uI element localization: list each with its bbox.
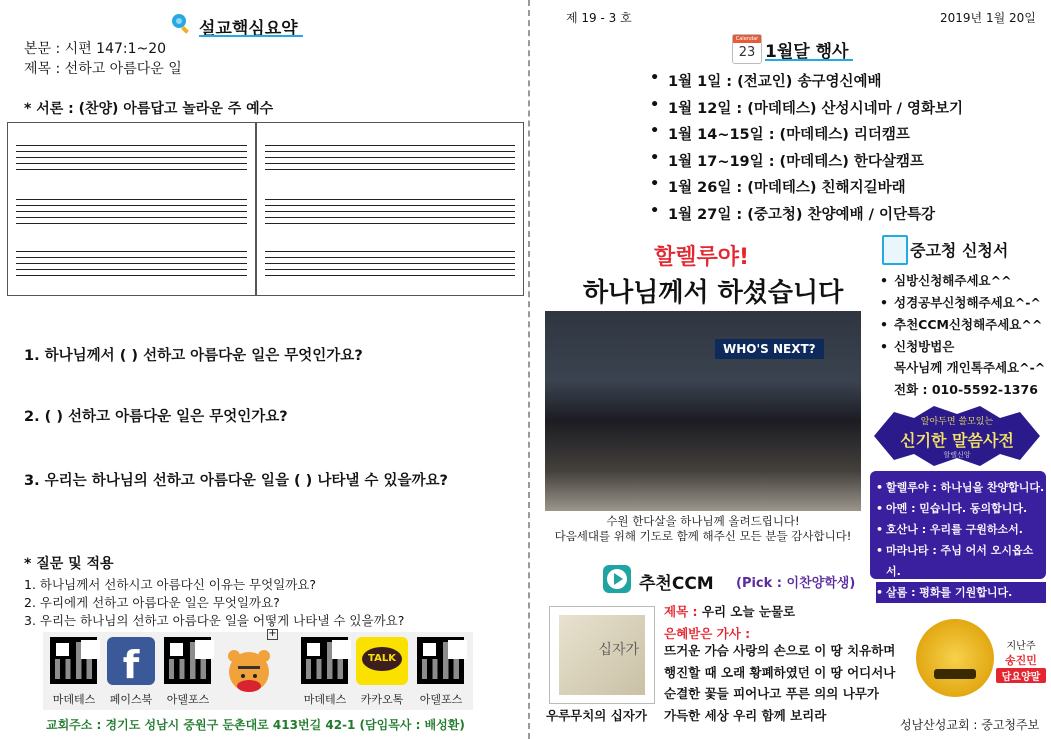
application-method: 목사님께 개인톡주세요^-^	[894, 360, 1046, 375]
medal-name: 송진민	[1005, 654, 1037, 667]
question-1: 1. 하나님께서 ( ) 선하고 아름다운 일은 무엇인가요?	[24, 348, 363, 364]
title-underline	[765, 59, 853, 61]
qr-code-icon[interactable]	[301, 637, 348, 684]
ccm-title: 추천CCM	[639, 574, 714, 594]
group-photo	[545, 311, 861, 511]
application-title: 중고청 신청서	[910, 241, 1009, 260]
sermon-intro: * 서론 : (찬양) 아름답고 놀라운 주 예수	[24, 101, 274, 117]
column-divider	[528, 0, 530, 739]
application-item: • 추천CCM신청해주세요^^	[880, 314, 1042, 336]
sheet-music-left	[7, 122, 256, 296]
document-icon	[882, 235, 908, 265]
dictionary-item: • 아멘 : 믿습니다. 동의합니다.	[876, 498, 1046, 519]
album-frame	[549, 606, 655, 704]
event-item: • 1월 12일 : (마데테스) 산성시네마 / 영화보기	[650, 97, 963, 124]
kakaotalk-label: TALK	[362, 647, 402, 671]
link-label: 페이스북	[109, 693, 153, 706]
dictionary-box	[870, 471, 1046, 599]
photo-banner: WHO'S NEXT?	[715, 339, 824, 359]
headline-small: 할렐루야!	[654, 245, 750, 270]
link-label: 아델포스	[419, 693, 463, 706]
application-item: • 신청방법은	[880, 336, 1042, 358]
apply-item: 3. 우리는 하나님의 선하고 아름다운 일을 어떻게 나타낼 수 있을까요?	[24, 613, 405, 628]
song-title-line: 제목 : 우리 오늘 눈물로	[664, 604, 796, 619]
medal-icon	[916, 619, 994, 697]
event-item: • 1월 1일 : (전교인) 송구영신예배	[650, 70, 963, 97]
dictionary-badge: 알아두면 쓸모있는 신기한 말씀사전 할렐신앙	[874, 404, 1040, 468]
headline-big: 하나님께서 하셨습니다	[583, 278, 844, 308]
dictionary-item: • 마라나타 : 주님 어서 오시옵소서.	[876, 540, 1046, 582]
issue-number: 제 19 - 3 호	[566, 11, 632, 25]
ccm-pick: (Pick : 이찬양학생)	[736, 576, 856, 591]
sermon-subject: 제목 : 선하고 아름다운 일	[24, 61, 182, 77]
church-address: 교회주소 : 경기도 성남시 중원구 둔촌대로 413번길 42-1 (담임목사 : 배성환)	[46, 718, 465, 732]
question-2: 2. ( ) 선하고 아름다운 일은 무엇인가요?	[24, 409, 288, 425]
apply-item: 2. 우리에게 선하고 아름다운 일은 무엇일까요?	[24, 595, 280, 610]
play-icon[interactable]	[603, 565, 631, 593]
kakaotalk-icon[interactable]	[356, 637, 408, 685]
apply-title: * 질문 및 적용	[24, 556, 114, 572]
facebook-icon[interactable]: f	[107, 637, 155, 685]
dictionary-item: • 살롬 : 평화를 기원합니다.	[876, 582, 1046, 603]
event-item: • 1월 17~19일 : (마데테스) 한다살캠프	[650, 150, 963, 177]
album-caption: 우루무치의 십자가	[546, 708, 647, 723]
application-item: • 심방신청해주세요^^	[880, 270, 1042, 292]
scripture: 본문 : 시편 147:1~20	[24, 41, 167, 57]
event-item: • 1월 26일 : (마데테스) 친해지길바래	[650, 176, 963, 203]
qr-code-icon[interactable]	[50, 637, 97, 684]
grace-label: 은혜받은 가사 :	[664, 626, 751, 641]
dictionary-item: • 할렐루야 : 하나님을 찬양합니다.	[876, 477, 1046, 498]
sermon-summary-title: 설교핵심요약	[199, 19, 298, 39]
album-cover: 십자가	[559, 615, 645, 695]
dictionary-item: • 호산나 : 우리를 구원하소서.	[876, 519, 1046, 540]
application-list	[880, 270, 1042, 358]
calendar-icon: Calendar 23	[732, 34, 762, 64]
application-phone: 전화 : 010-5592-1376	[894, 382, 1038, 397]
search-icon	[170, 12, 192, 34]
add-icon[interactable]: +	[268, 628, 277, 639]
events-list	[650, 70, 963, 229]
apply-item: 1. 하나님께서 선하시고 아름다신 이유는 무엇일까요?	[24, 577, 317, 592]
title-underline	[199, 35, 303, 37]
apply-list	[24, 576, 404, 630]
question-3: 3. 우리는 하나님의 선하고 아름다운 일을 ( ) 나타낼 수 있을까요?	[24, 473, 448, 489]
issue-date: 2019년 1월 20일	[940, 11, 1036, 25]
photo-caption: 수원 한다살을 하나님께 올려드립니다! 다음세대를 위해 기도로 함께 해주신 모든 분들 감사합니다!	[554, 514, 852, 543]
link-label: 마데테스	[52, 693, 96, 706]
medal-tag: 담요양말	[996, 668, 1046, 683]
link-label: 아델포스	[166, 693, 210, 706]
lyrics: 뜨거운 가슴 사랑의 손으로 이 땅 치유하며 행진할 때 오래 황폐하였던 이 땅 어디서나 순결한 꽃들 피어나고 푸른 의의 나무가 가득한 세상 우리 함께 보리라	[664, 643, 896, 723]
qr-code-icon[interactable]	[417, 637, 464, 684]
link-label: 마데테스	[303, 693, 347, 706]
kakao-ryan-icon	[223, 646, 275, 694]
event-item: • 1월 27일 : (중고청) 찬양예배 / 이단특강	[650, 203, 963, 230]
event-item: • 1월 14~15일 : (마데테스) 리더캠프	[650, 123, 963, 150]
application-item: • 성경공부신청해주세요^-^	[880, 292, 1042, 314]
qr-code-icon[interactable]	[164, 637, 211, 684]
footer-church-name: 성남산성교회 : 중고청주보	[900, 718, 1040, 732]
events-title: 1월달 행사	[765, 42, 849, 62]
medal-label: 지난주	[1006, 641, 1036, 652]
sheet-music-right	[256, 122, 524, 296]
link-label: 카카오톡	[360, 693, 404, 706]
